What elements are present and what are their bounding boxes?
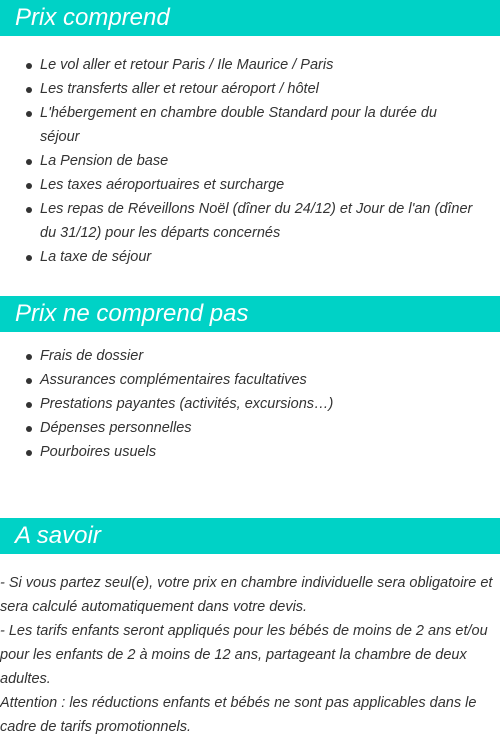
bullet-icon [26,207,32,213]
list-item [0,173,500,197]
list-item-text: Les taxes aéroportuaires et surcharge [40,177,285,193]
list-item-text: L'hébergement en chambre double Standard pour la durée du séjour [40,105,437,145]
list-item-text: Dépenses personnelles [40,420,192,436]
list-item-text: Les transferts aller et retour aéroport / hôtel [40,81,319,97]
list-item [0,197,500,245]
bullet-icon [26,183,32,189]
bullet-icon [26,255,32,261]
list-item [0,149,500,173]
bullet-icon [26,87,32,93]
bullet-icon [26,450,32,456]
list-item [0,53,500,77]
info-line: - Les tarifs enfants seront appliqués pour les bébés de moins de 2 ans et/ou pour les enfants de 2 à moins de 12 ans, partageant la chambre de deux adultes. [0,623,488,687]
not-included-list [0,344,500,464]
list-item-text: Assurances complémentaires facultatives [40,372,307,388]
list-item-text: La Pension de base [40,153,169,169]
list-item [0,245,500,269]
list-item [0,101,500,149]
info-line: - Si vous partez seul(e), votre prix en chambre individuelle sera obligatoire et sera calculé automatiquement dans votre devis. [0,575,493,615]
list-item-text: Le vol aller et retour Paris / Ile Maurice / Paris [40,57,334,73]
list-item [0,368,500,392]
info-line: Attention : les réductions enfants et bébés ne sont pas applicables dans le cadre de tarifs promotionnels. [0,695,477,735]
bullet-icon [26,111,32,117]
list-item-text: Prestations payantes (activités, excursions…) [40,396,334,412]
list-item-text: Pourboires usuels [40,444,157,460]
info-title: A savoir [0,518,500,554]
list-item-text: Frais de dossier [40,348,144,364]
list-item-text: La taxe de séjour [40,249,152,265]
not-included-section [0,296,500,464]
included-title: Prix comprend [0,0,500,36]
included-section [0,0,500,269]
bullet-icon [26,402,32,408]
list-item [0,440,500,464]
list-item [0,344,500,368]
included-list [0,53,500,269]
list-item [0,392,500,416]
bullet-icon [26,63,32,69]
list-item [0,77,500,101]
bullet-icon [26,159,32,165]
bullet-icon [26,426,32,432]
not-included-title: Prix ne comprend pas [0,296,500,332]
bullet-icon [26,378,32,384]
list-item [0,416,500,440]
bullet-icon [26,354,32,360]
list-item-text: Les repas de Réveillons Noël (dîner du 24/12) et Jour de l'an (dîner du 31/12) pour les départs concernés [40,201,473,241]
info-section [0,518,500,739]
info-paragraph [0,571,500,739]
